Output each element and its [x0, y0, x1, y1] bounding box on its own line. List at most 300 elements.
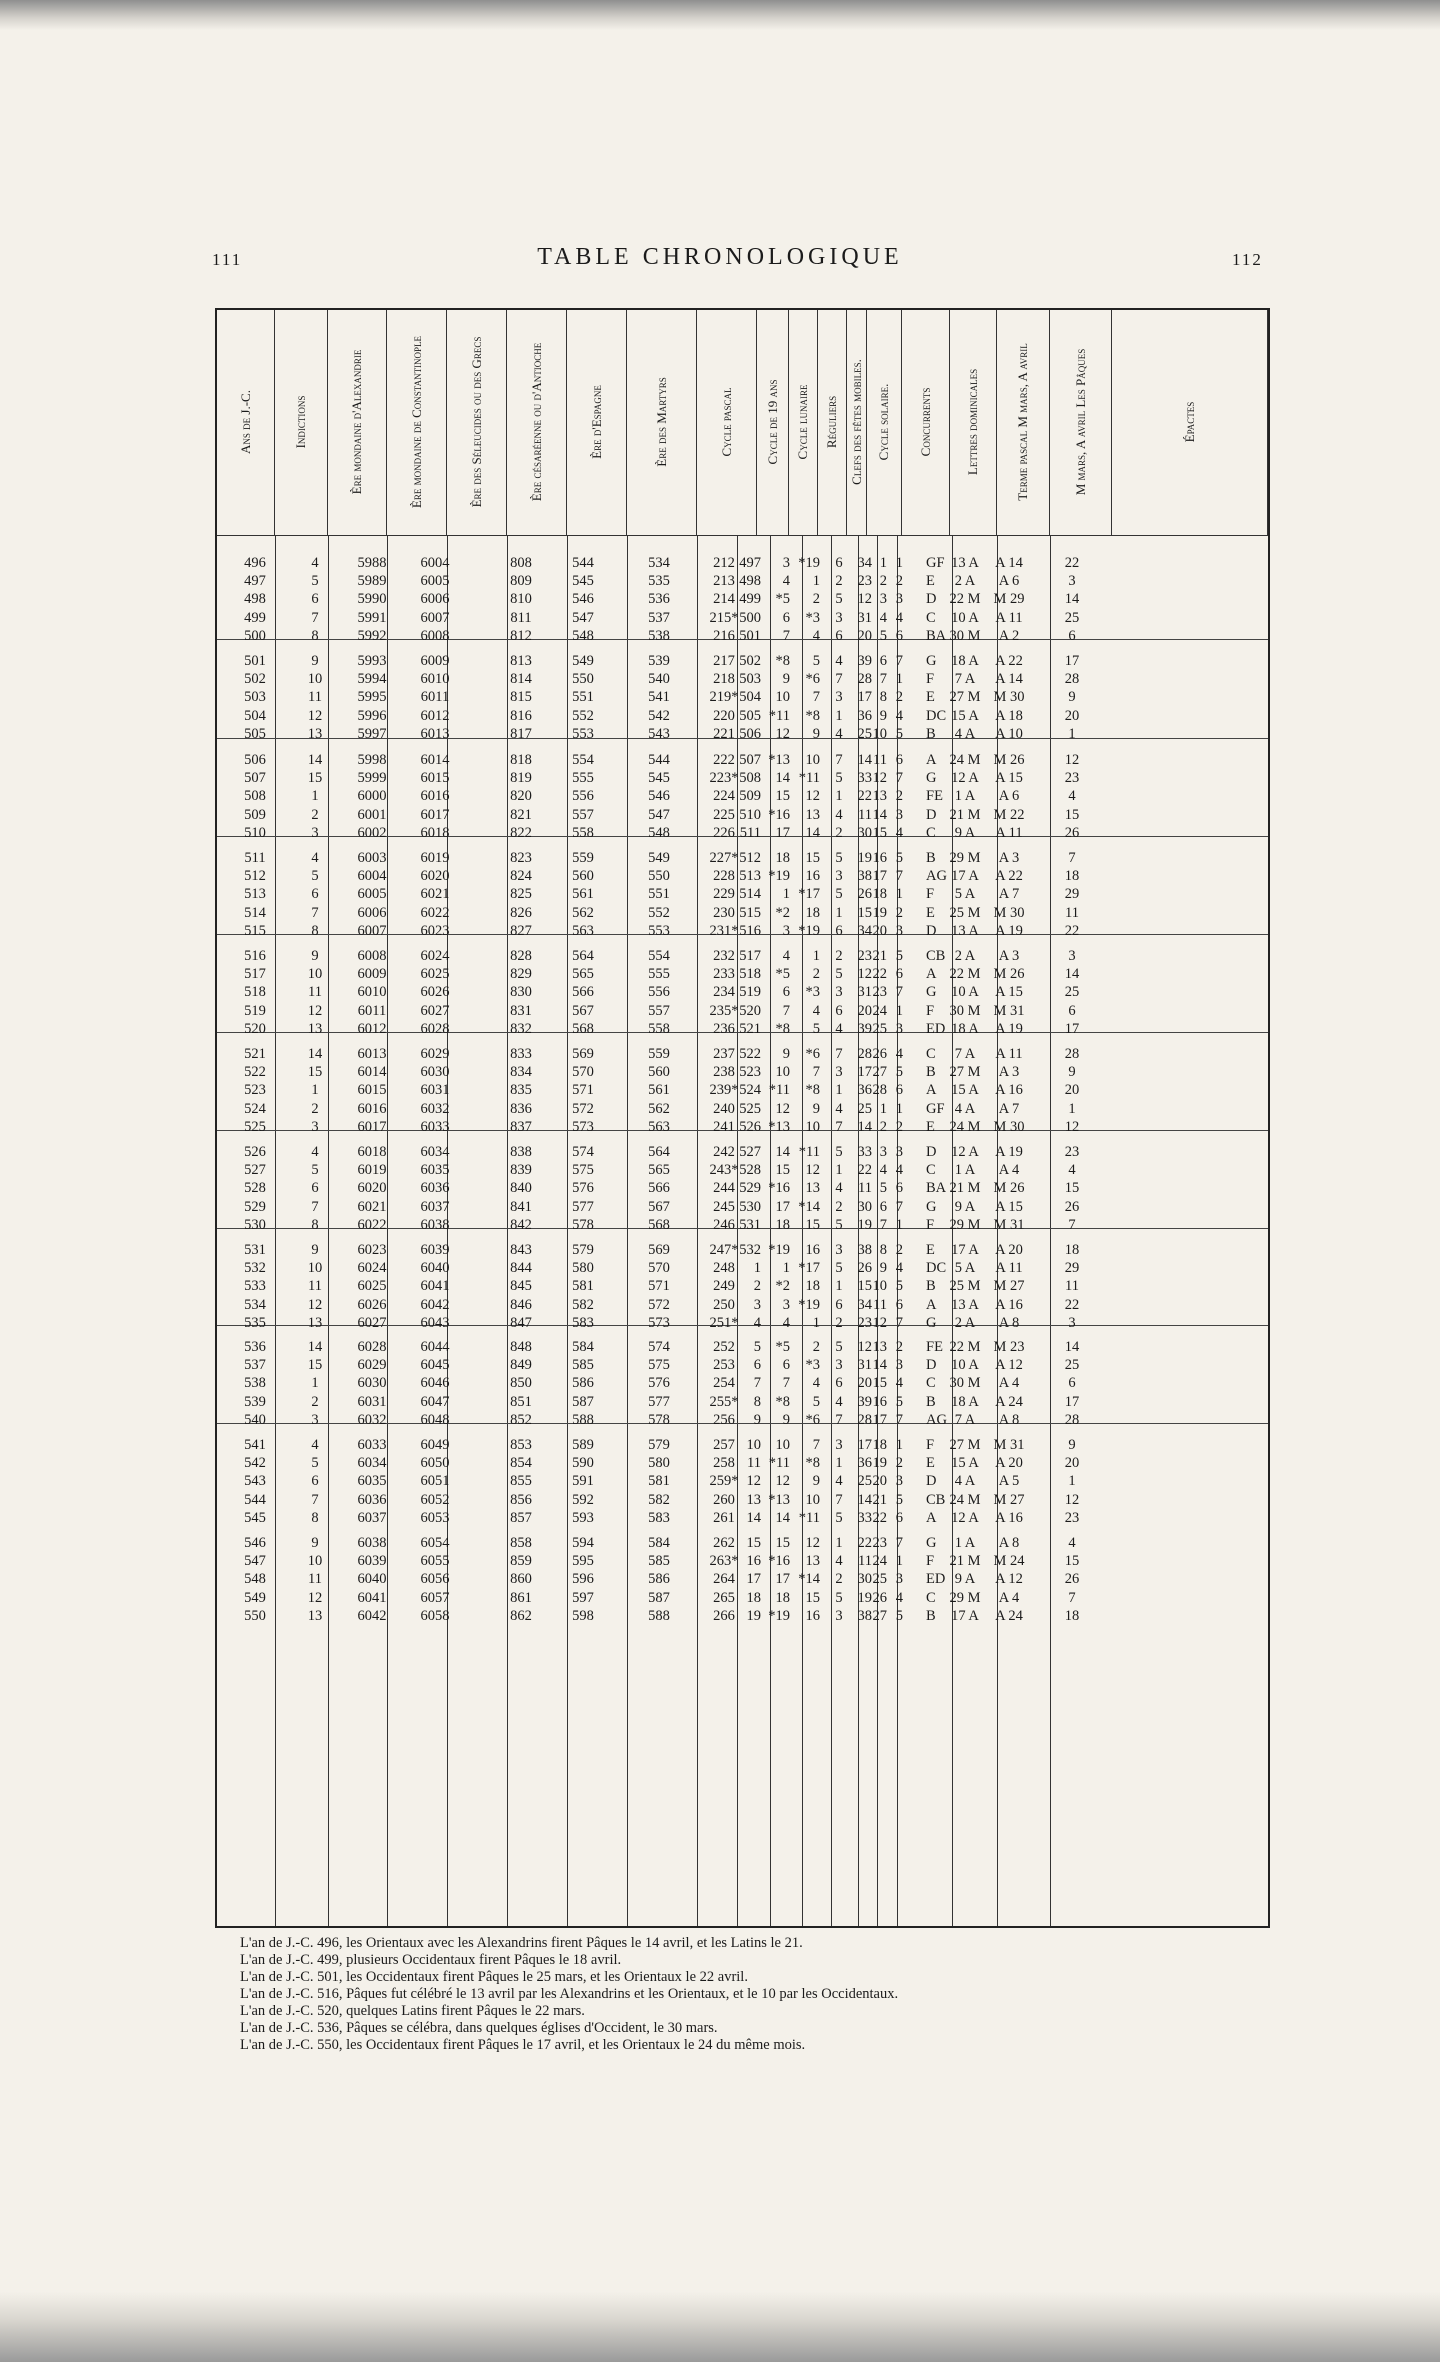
table-cell: A 8: [998, 1535, 1020, 1551]
table-cell: 263*: [709, 1553, 739, 1570]
table-cell: 212: [713, 555, 735, 571]
table-cell: 29 M: [949, 850, 981, 866]
table-cell: 2: [835, 824, 843, 841]
column-header-2: [328, 310, 387, 535]
table-cell: 588: [572, 1411, 594, 1428]
table-cell: G: [926, 770, 937, 787]
table-cell: 18 A: [951, 1393, 979, 1410]
table-cell: 575: [648, 1357, 670, 1374]
column-rule: [877, 535, 878, 1926]
table-cell: 3: [895, 806, 903, 823]
table-cell: 26: [857, 1260, 872, 1277]
table-cell: 25: [857, 1473, 872, 1490]
table-cell: A 8: [998, 1411, 1020, 1428]
table-cell: 577: [648, 1393, 670, 1410]
table-cell: 6027: [357, 1314, 387, 1331]
table-cell: 26: [872, 1046, 887, 1062]
table-cell: 261: [713, 1509, 735, 1526]
table-cell: 497: [739, 555, 761, 571]
table-cell: 573: [572, 1118, 594, 1135]
table-cell: 557: [572, 806, 594, 823]
table-cell: 231*: [709, 922, 739, 939]
table-cell: A 15: [995, 770, 1023, 787]
table-cell: 4: [835, 653, 843, 669]
table-cell: A 3: [998, 948, 1020, 964]
table-cell: M 22: [993, 806, 1025, 823]
table-cell: 16: [805, 1242, 820, 1258]
table-cell: 3: [895, 591, 903, 608]
table-cell: 510: [739, 806, 761, 823]
table-cell: 559: [648, 1046, 670, 1062]
table-cell: 7: [311, 1491, 319, 1508]
footnote: L'an de J.-C. 520, quelques Latins firent Pâques le 22 mars.: [240, 2003, 585, 2019]
table-cell: 8: [879, 1242, 887, 1258]
table-cell: 529: [739, 1180, 761, 1197]
table-cell: *6: [805, 1046, 820, 1062]
table-cell: 251*: [709, 1314, 739, 1331]
table-cell: 253: [713, 1357, 735, 1374]
table-cell: 25: [857, 725, 872, 742]
table-cell: 6: [879, 653, 887, 669]
table-cell: 3: [835, 1242, 843, 1258]
table-cell: 11: [858, 1180, 872, 1197]
table-cell: 6: [895, 1509, 903, 1526]
table-cell: 503: [244, 689, 266, 706]
table-cell: 14: [1064, 591, 1080, 608]
table-cell: 1: [895, 555, 903, 571]
table-cell: 519: [244, 1002, 266, 1019]
column-rule: [507, 535, 508, 1926]
column-header-label: Ère des Martyrs: [653, 377, 669, 467]
table-cell: 25 M: [949, 1278, 981, 1295]
table-cell: 4: [782, 573, 790, 590]
table-cell: 6: [782, 1357, 790, 1374]
table-cell: 6023: [420, 922, 450, 939]
table-cell: 500: [244, 627, 266, 644]
table-cell: 513: [244, 886, 266, 903]
table-cell: 515: [739, 904, 761, 921]
table-cell: 7: [311, 904, 319, 921]
table-cell: 7: [311, 1198, 319, 1215]
table-cell: A 19: [995, 1020, 1023, 1037]
table-cell: 11: [747, 1455, 761, 1472]
table-cell: 36: [857, 707, 872, 724]
table-cell: 6: [835, 922, 843, 939]
column-header-label: Ère d'Espagne: [588, 385, 604, 459]
table-cell: 862: [510, 1607, 532, 1624]
table-cell: 546: [648, 788, 670, 805]
table-cell: 17: [775, 1571, 790, 1588]
table-cell: A: [926, 1296, 937, 1313]
table-cell: 228: [713, 868, 735, 885]
table-cell: 30: [857, 824, 872, 841]
table-cell: 543: [648, 725, 670, 742]
table-cell: 809: [510, 573, 532, 590]
table-cell: 12: [775, 1100, 790, 1117]
table-cell: 28: [872, 1082, 887, 1099]
table-cell: 497: [244, 573, 266, 590]
table-cell: A 10: [995, 725, 1023, 742]
table-cell: 5: [835, 850, 843, 866]
table-cell: 14: [857, 1491, 872, 1508]
table-cell: 504: [244, 707, 266, 724]
table-cell: 25: [857, 1100, 872, 1117]
table-cell: 4: [311, 850, 319, 866]
table-cell: 6053: [420, 1509, 450, 1526]
table-cell: 557: [648, 1002, 670, 1019]
table-cell: 6020: [357, 1180, 387, 1197]
table-cell: 514: [244, 904, 266, 921]
table-cell: F: [926, 671, 935, 688]
table-cell: 541: [648, 689, 670, 706]
table-cell: 5995: [357, 689, 387, 706]
table-cell: 15: [805, 1589, 820, 1606]
table-cell: 5: [835, 1260, 843, 1277]
table-cell: 13: [307, 1020, 323, 1037]
table-cell: 19: [746, 1607, 761, 1624]
table-cell: 5: [835, 1216, 843, 1233]
table-cell: 4: [835, 1473, 843, 1490]
table-cell: 10: [805, 1118, 820, 1135]
table-cell: 583: [648, 1509, 670, 1526]
table-cell: A 16: [995, 1082, 1023, 1099]
table-cell: *6: [805, 1411, 820, 1428]
table-cell: 6: [835, 1002, 843, 1019]
table-cell: 13: [805, 1553, 820, 1570]
table-cell: 20: [857, 1375, 872, 1392]
table-cell: 10: [307, 671, 323, 688]
table-cell: 566: [572, 984, 594, 1001]
table-cell: 4: [835, 1393, 843, 1410]
table-cell: 225: [713, 806, 735, 823]
table-cell: 509: [739, 788, 761, 805]
table-cell: 259*: [709, 1473, 739, 1490]
table-cell: 14: [307, 1046, 323, 1062]
table-cell: 6: [835, 627, 843, 644]
table-cell: 819: [510, 770, 532, 787]
table-cell: 6010: [357, 984, 387, 1001]
table-cell: A 8: [998, 1314, 1020, 1331]
table-cell: 20: [1064, 707, 1080, 724]
table-cell: 39: [857, 1393, 872, 1410]
table-cell: 5994: [357, 671, 387, 688]
table-cell: 21 M: [949, 1180, 981, 1197]
column-header-label: Terme pascal M mars, A avril: [1014, 343, 1030, 501]
table-cell: 27: [872, 1064, 887, 1081]
table-cell: 521: [244, 1046, 266, 1062]
table-cell: 224: [713, 788, 735, 805]
table-cell: A 22: [995, 868, 1023, 885]
table-cell: 3: [835, 1064, 843, 1081]
table-cell: 6019: [357, 1162, 387, 1179]
table-cell: 6024: [420, 948, 450, 964]
table-cell: 6002: [357, 824, 387, 841]
table-cell: 17: [857, 689, 872, 706]
table-cell: 858: [510, 1535, 532, 1551]
table-cell: 6018: [357, 1144, 387, 1160]
table-cell: 6003: [357, 850, 387, 866]
table-cell: 589: [572, 1437, 594, 1453]
table-cell: 532: [739, 1242, 761, 1258]
table-cell: 832: [510, 1020, 532, 1037]
table-cell: 9: [1068, 1064, 1076, 1081]
table-cell: 1: [1068, 725, 1076, 742]
table-cell: *19: [798, 555, 820, 571]
table-cell: 531: [739, 1216, 761, 1233]
table-cell: 571: [572, 1082, 594, 1099]
table-cell: 513: [739, 868, 761, 885]
table-cell: 841: [510, 1198, 532, 1215]
table-cell: 526: [739, 1118, 761, 1135]
table-cell: 814: [510, 671, 532, 688]
table-cell: 506: [244, 752, 266, 768]
table-cell: 219*: [709, 689, 739, 706]
table-cell: 10: [775, 1064, 790, 1081]
table-cell: GF: [926, 1100, 945, 1117]
table-cell: 6039: [357, 1553, 387, 1570]
table-cell: 500: [739, 609, 761, 626]
table-cell: 3: [879, 591, 887, 608]
table-cell: 6037: [357, 1509, 387, 1526]
table-cell: 6042: [420, 1296, 450, 1313]
table-cell: 226: [713, 824, 735, 841]
table-cell: 17 A: [951, 1607, 979, 1624]
table-cell: 22: [1064, 1296, 1080, 1313]
table-cell: 823: [510, 850, 532, 866]
right-page-number: 112: [1232, 250, 1263, 269]
table-cell: 7: [835, 1046, 843, 1062]
table-cell: 6015: [420, 770, 450, 787]
table-cell: 16: [872, 850, 887, 866]
table-cell: 2: [895, 689, 903, 706]
table-cell: 541: [244, 1437, 266, 1453]
table-cell: 2: [812, 966, 820, 983]
column-header-0: [217, 310, 275, 535]
table-cell: 6031: [420, 1082, 450, 1099]
table-cell: 6007: [420, 609, 450, 626]
table-cell: 1: [782, 1260, 790, 1277]
table-cell: 15: [857, 904, 872, 921]
table-cell: 5997: [357, 725, 387, 742]
scan-edge-top: [0, 0, 1440, 30]
page-title: TABLE CHRONOLOGIQUE: [537, 244, 903, 270]
table-cell: 550: [648, 868, 670, 885]
table-cell: 546: [572, 591, 594, 608]
table-cell: 552: [572, 707, 594, 724]
table-cell: 568: [648, 1216, 670, 1233]
table-cell: 3: [311, 1411, 319, 1428]
table-cell: A 6: [998, 573, 1020, 590]
table-cell: 559: [572, 850, 594, 866]
table-cell: 818: [510, 752, 532, 768]
table-cell: 9: [782, 671, 790, 688]
table-cell: 3: [835, 868, 843, 885]
table-cell: 16: [746, 1553, 761, 1570]
table-cell: 257: [713, 1437, 735, 1453]
table-cell: C: [926, 1375, 936, 1392]
table-cell: 20: [857, 627, 872, 644]
table-cell: 27 M: [949, 1437, 981, 1453]
table-cell: 5: [895, 1278, 903, 1295]
table-cell: 14: [872, 1357, 887, 1374]
table-cell: 17: [857, 1064, 872, 1081]
table-cell: 31: [857, 609, 872, 626]
table-cell: 582: [648, 1491, 670, 1508]
table-cell: 12: [857, 966, 872, 983]
table-cell: 22 M: [949, 966, 981, 983]
table-cell: M 30: [993, 904, 1025, 921]
table-cell: 585: [572, 1357, 594, 1374]
table-cell: 15: [1064, 806, 1080, 823]
table-cell: 1: [895, 671, 903, 688]
column-header-16: [997, 310, 1050, 535]
table-cell: 237: [713, 1046, 735, 1062]
table-cell: 2 A: [954, 573, 976, 590]
table-cell: 842: [510, 1216, 532, 1233]
table-cell: 519: [739, 984, 761, 1001]
table-cell: 10: [775, 689, 790, 706]
table-cell: 20: [1064, 1082, 1080, 1099]
table-cell: 6021: [420, 886, 450, 903]
table-cell: 17: [746, 1571, 761, 1588]
table-cell: 11: [308, 689, 322, 706]
table-cell: 12: [872, 770, 887, 787]
table-cell: 3: [895, 1571, 903, 1588]
table-cell: 816: [510, 707, 532, 724]
table-cell: 13 A: [951, 922, 979, 939]
table-cell: 2: [835, 948, 843, 964]
table-cell: 14: [775, 1144, 790, 1160]
table-cell: A 7: [998, 886, 1020, 903]
table-cell: 6: [895, 627, 903, 644]
table-cell: *16: [768, 1553, 790, 1570]
table-cell: 2: [895, 1242, 903, 1258]
table-cell: 570: [572, 1064, 594, 1081]
table-cell: 561: [648, 1082, 670, 1099]
table-cell: 7: [782, 627, 790, 644]
table-cell: 2: [812, 591, 820, 608]
table-cell: 544: [572, 555, 594, 571]
table-cell: *11: [798, 770, 820, 787]
table-cell: 17: [1064, 1393, 1080, 1410]
table-cell: CB: [926, 948, 946, 964]
table-cell: 572: [572, 1100, 594, 1117]
table-cell: 6: [1068, 1375, 1076, 1392]
table-cell: 6016: [420, 788, 450, 805]
column-rule: [770, 535, 771, 1926]
table-cell: 6052: [420, 1491, 450, 1508]
table-cell: 9: [782, 1411, 790, 1428]
table-cell: 13: [746, 1491, 761, 1508]
table-cell: E: [926, 1455, 935, 1472]
table-cell: 13: [805, 806, 820, 823]
table-cell: A 19: [995, 1144, 1023, 1160]
table-cell: A 11: [995, 1260, 1023, 1277]
table-cell: 6005: [357, 886, 387, 903]
table-cell: 4: [835, 725, 843, 742]
table-cell: 2: [895, 904, 903, 921]
table-cell: 9 A: [954, 824, 976, 841]
table-cell: 234: [713, 984, 735, 1001]
table-cell: 6054: [420, 1535, 450, 1551]
table-cell: 14: [805, 824, 820, 841]
table-cell: 8: [879, 689, 887, 706]
table-cell: 9: [812, 1100, 820, 1117]
table-cell: 1: [812, 948, 820, 964]
table-cell: *5: [775, 1339, 790, 1355]
table-cell: 546: [244, 1535, 266, 1551]
table-cell: 501: [739, 627, 761, 644]
table-cell: 523: [739, 1064, 761, 1081]
table-cell: 5: [311, 1455, 319, 1472]
table-cell: 849: [510, 1357, 532, 1374]
table-cell: 861: [510, 1589, 532, 1606]
table-cell: 1: [835, 1162, 843, 1179]
table-cell: E: [926, 904, 935, 921]
table-cell: 2: [879, 1118, 887, 1135]
column-header-label: Cycle solaire.: [875, 383, 891, 461]
table-cell: 8: [311, 922, 319, 939]
table-cell: 29 M: [949, 1216, 981, 1233]
table-cell: 5: [812, 1020, 820, 1037]
table-cell: 232: [713, 948, 735, 964]
table-cell: 2: [895, 1339, 903, 1355]
table-cell: *13: [768, 752, 790, 768]
table-cell: 538: [648, 627, 670, 644]
table-cell: 13: [307, 1607, 323, 1624]
table-cell: A 15: [995, 1198, 1023, 1215]
table-cell: 4: [1068, 788, 1076, 805]
table-cell: 6034: [357, 1455, 387, 1472]
table-cell: 15 A: [951, 1082, 979, 1099]
table-cell: 222: [713, 752, 735, 768]
table-cell: 598: [572, 1607, 594, 1624]
table-cell: 23: [1064, 770, 1080, 787]
table-cell: 229: [713, 886, 735, 903]
table-cell: 2: [895, 573, 903, 590]
table-cell: 6: [782, 984, 790, 1001]
table-cell: 540: [648, 671, 670, 688]
table-cell: 236: [713, 1020, 735, 1037]
table-cell: 38: [857, 1607, 872, 1624]
table-cell: 10: [307, 966, 323, 983]
table-cell: *3: [805, 984, 820, 1001]
table-cell: 511: [244, 850, 266, 866]
table-cell: 6049: [420, 1437, 450, 1453]
table-cell: 14: [872, 806, 887, 823]
table-cell: 11: [308, 1571, 322, 1588]
table-cell: 258: [713, 1455, 735, 1472]
table-cell: 3: [835, 689, 843, 706]
table-cell: 3: [835, 1607, 843, 1624]
table-cell: A 11: [995, 824, 1023, 841]
table-cell: 14: [307, 1339, 323, 1355]
table-cell: A 24: [995, 1607, 1023, 1624]
column-header-label: Indictions: [292, 395, 308, 449]
table-cell: 545: [572, 573, 594, 590]
table-cell: 6024: [357, 1260, 387, 1277]
table-cell: 543: [244, 1473, 266, 1490]
table-cell: 544: [648, 752, 670, 768]
table-cell: 518: [244, 984, 266, 1001]
table-cell: 496: [244, 555, 266, 571]
table-cell: 831: [510, 1002, 532, 1019]
table-cell: *13: [768, 1491, 790, 1508]
table-cell: 534: [244, 1296, 266, 1313]
table-cell: 36: [857, 1082, 872, 1099]
table-cell: 26: [857, 886, 872, 903]
table-cell: C: [926, 609, 936, 626]
